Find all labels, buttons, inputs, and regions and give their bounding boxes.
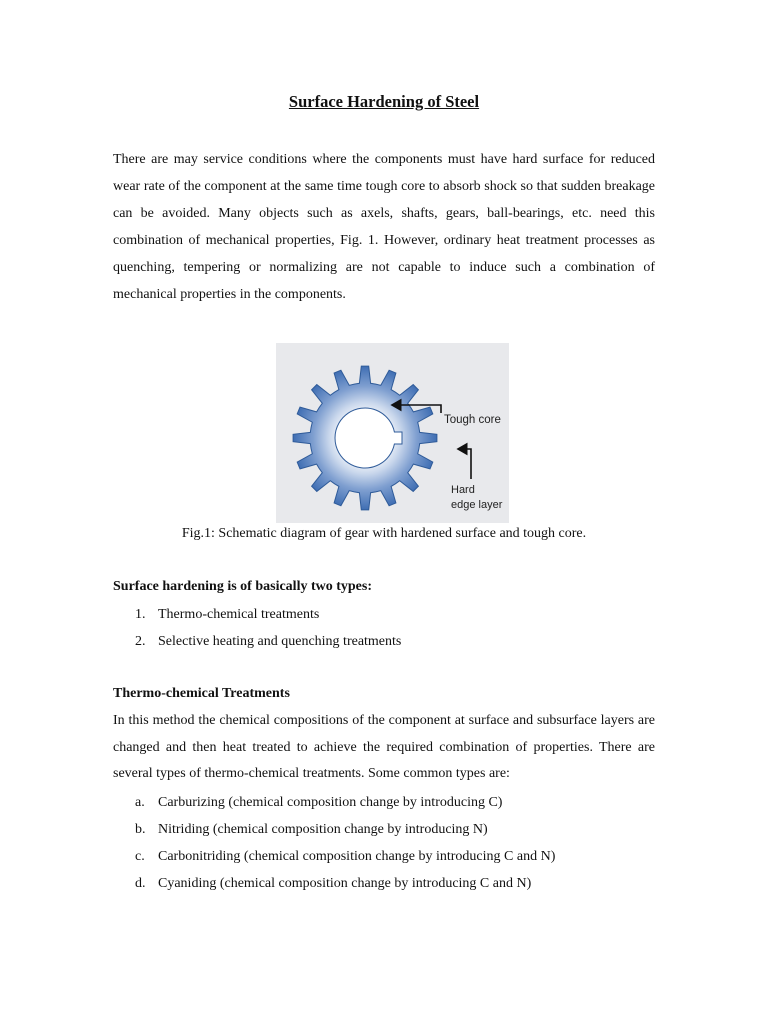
list-item-text: Carbonitriding (chemical composition change by introducing C and N) — [158, 849, 556, 864]
list-marker: a. — [135, 795, 145, 810]
types-heading: Surface hardening is of basically two types: — [113, 579, 372, 594]
gear-diagram — [276, 343, 509, 523]
figure-caption: Fig.1: Schematic diagram of gear with hardened surface and tough core. — [181, 526, 587, 541]
gear-figure — [276, 343, 509, 523]
list-marker: 1. — [135, 607, 146, 622]
list-marker: 2. — [135, 634, 146, 649]
list-item-text: Nitriding (chemical composition change by introducing N) — [158, 822, 488, 837]
intro-paragraph: There are may service conditions where the components must have hard surface for reduced wear rate of the component at the same time tough core to absorb shock so that sudden breakage can be avoided. Many objects such as axels, shafts, gears, ball-bearings, etc. need this combination of mechanical properties, Fig. 1. However, ordinary heat treatment processes as quenching, tempering or normalizing are not capable to induce such a combination of mechanical properties in the components. — [113, 152, 655, 302]
list-marker: c. — [135, 849, 145, 864]
hard-edge-arrow — [458, 449, 471, 479]
hard-label-line2: edge layer — [451, 499, 503, 511]
tough-core-label: Tough core — [444, 414, 501, 426]
list-item-text: Thermo-chemical treatments — [158, 607, 320, 622]
list-item-text: Cyaniding (chemical composition change by introducing C and N) — [158, 876, 532, 891]
list-item-text: Selective heating and quenching treatments — [158, 634, 402, 649]
list-marker: d. — [135, 876, 146, 891]
hard-label-line1: Hard — [451, 484, 475, 496]
thermo-heading: Thermo-chemical Treatments — [113, 686, 290, 701]
list-item-text: Carburizing (chemical composition change by introducing C) — [158, 795, 503, 810]
thermo-paragraph: In this method the chemical compositions of the component at surface and subsurface layers are changed and then heat treated to achieve the required combination of properties. There are several types of thermo-chemical treatments. Some common types are: — [113, 713, 655, 781]
document-title: Surface Hardening of Steel — [288, 92, 480, 111]
list-marker: b. — [135, 822, 146, 837]
